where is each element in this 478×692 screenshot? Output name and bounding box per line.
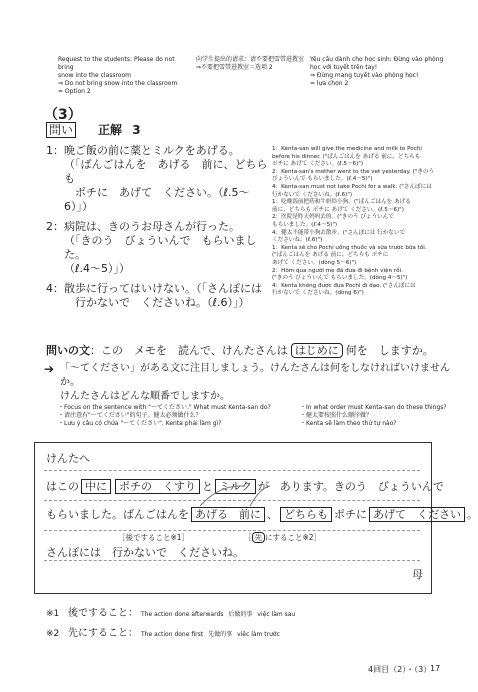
question-boxed-word: はじめに xyxy=(291,343,343,358)
hint-en: ・Focus on the sentence with "〜てください." What must Kenta-san do? xyxy=(58,404,271,411)
explanation-line: ポチに あげて ください。(ℓ.5〜6)") xyxy=(272,161,364,168)
header-chinese xyxy=(196,56,308,72)
explanation-line: 1：Kenta-san will give the medicine and milk to Pochi xyxy=(272,146,422,152)
explanation-line: 4：Kenta-san must not take Pochi for a walk. ("さんぽには xyxy=(272,183,432,190)
explanation-line: ("きのう びょういんで もらいました。(dòng 4〜5)") xyxy=(272,275,408,282)
hint-zh: ・请注意有"〜てください"的句子。健太必须做什么？ xyxy=(58,412,202,419)
explanation-line: 2：Hôm qua người mẹ đã đưa đi bệnh viện rồi. xyxy=(272,267,403,274)
hint-vi: ・Kenta sẽ làm theo thứ tự nào? xyxy=(300,420,397,427)
item-row xyxy=(46,282,268,310)
question-sentence-label: 問いの文 xyxy=(46,344,90,357)
footnote-mark: ※2 xyxy=(46,629,60,639)
memo-highlight-medicine: ポチの くすり xyxy=(115,479,200,494)
header-en-line: snow into the classroom xyxy=(58,72,131,79)
header-zh-line: ⇒不要把雪带进教室＝选项 2 xyxy=(196,64,273,71)
explanation-line: びょういんで もらいました。(ℓ.4〜5)") xyxy=(272,176,373,183)
memo-text: ポチに xyxy=(334,508,367,521)
item-text: 病院は、きのうお母さんが行った。 xyxy=(64,220,240,233)
header-vi-line: học với tuyết trên tay! xyxy=(310,64,378,71)
explanation-line: ("ばんごはんを あげる 前に、どちらも ポチに xyxy=(272,252,389,259)
answer-label-group xyxy=(98,122,141,138)
question-label-box xyxy=(46,122,76,138)
explanation-line: あげて ください。(dòng 5〜6)") xyxy=(272,259,357,266)
footnote-jp: 後ですること： xyxy=(68,608,138,619)
memo-highlight-in-box: 中に xyxy=(81,479,111,494)
question-post: 何を しますか。 xyxy=(345,344,434,357)
header-vi-line: Yêu cầu dành cho học sinh: Đừng vào phòng xyxy=(310,56,444,63)
memo-text: 。 xyxy=(467,508,478,521)
memo-text: と xyxy=(202,480,213,493)
footnote-vi: việc làm trước xyxy=(237,631,280,638)
item-row xyxy=(46,144,268,214)
memo-note-after: ［後ですること※1］ xyxy=(118,533,190,542)
section-number: （3） xyxy=(44,107,82,123)
explanation-line: 前に、どちらも ポチに あげて ください。(ℓ.5〜6)") xyxy=(272,206,404,213)
explanation-line: before his dinner. ("ばんごはんを あげる 前に、どちらも xyxy=(272,153,421,160)
hint-line: けんたさんはどんな順番でしますか。 xyxy=(60,391,230,402)
memo-note-first-box: 先 xyxy=(252,532,266,543)
question-label: 問い xyxy=(46,122,76,138)
footnote-jp: 先にすること： xyxy=(68,628,138,639)
item-text: （ℓ.4〜5）」） xyxy=(64,262,131,275)
memo-line-3: さんぽには 行かないで くださいね。 xyxy=(46,546,244,559)
connector-arc xyxy=(250,486,270,506)
memo-highlight-before-dinner: あげる 前に xyxy=(191,507,265,522)
hint-line: 「〜てください」がある文に注目しましょう。けんたさんは何をしなければいけませんか。 xyxy=(60,363,450,388)
explanation-line: もらいました。(ℓ.4〜5)") xyxy=(272,221,338,228)
item-number: 4： xyxy=(46,282,64,295)
explanation-line: 行かないで くださいね。(dòng 6)") xyxy=(272,290,364,297)
header-en-line: Request to the students: Please do not bring xyxy=(58,56,175,71)
memo-highlight-milk: ミルク xyxy=(215,479,256,494)
item-number: 2： xyxy=(46,220,64,233)
header-vi-line: ⇒ Đừng mang tuyết vào phòng học! xyxy=(310,72,419,79)
memo-text: 、 xyxy=(267,508,278,521)
memo-rule xyxy=(44,530,420,531)
memo-note-first-text: にすること※2］ xyxy=(265,533,322,542)
memo-addressee: けんたへ xyxy=(46,452,90,465)
memo-rule xyxy=(44,470,420,471)
answer-label: 正解 xyxy=(98,123,123,137)
footnote-vi: việc làm sau xyxy=(257,611,296,618)
item-text: （「ばんごはんを あげる 前に、どちらも xyxy=(64,158,268,185)
hint-translations-left xyxy=(58,404,298,428)
item-text: ポチに あげて ください。（ℓ.5〜6）」） xyxy=(64,186,250,213)
footer-lesson: 4回目（2）・（3） xyxy=(368,665,432,674)
hint-block xyxy=(60,362,460,404)
memo-text: が あります。きのう びょういんで xyxy=(257,480,444,493)
hint-en: ・In what order must Kenta-san do these things? xyxy=(300,404,447,411)
item-text: 行かないで くださいね。（ℓ.6）」） xyxy=(64,296,250,309)
header-en-line: = Option 2 xyxy=(58,88,91,95)
explanation-line: 1：吃晚饭前把药和牛奶给小狗。("ばんごはんを あげる xyxy=(272,199,411,206)
page-number: 17 xyxy=(430,664,441,673)
item-row xyxy=(46,220,268,276)
question-pre: ：この メモを 読んで、けんたさんは xyxy=(90,344,288,357)
explanation-line: 2：Kenta-san's mother went to the vet yesterday. ("きのう xyxy=(272,168,435,175)
explanation-line: くださいね。(ℓ.6)") xyxy=(272,237,323,244)
connector-arc xyxy=(200,486,245,506)
footnote-zh: 后做的事 xyxy=(228,611,253,618)
footnote-en: The action done afterwards xyxy=(141,611,224,618)
memo-highlight-both: どちらも xyxy=(280,507,332,522)
header-vi-line: = lựa chọn 2 xyxy=(310,80,349,87)
arrow-icon: ➔ xyxy=(44,362,55,376)
memo-rule xyxy=(44,560,420,561)
header-en-line: ⇒ Do not bring snow into the classroom xyxy=(58,80,178,87)
memo-note-first: ［ 先 にすること※2］ xyxy=(244,533,322,542)
connector-arrows xyxy=(190,476,290,516)
footnote-2 xyxy=(46,624,280,639)
footnote-1 xyxy=(46,604,295,619)
explanation-line: 行かないで くださいね。(ℓ.6)") xyxy=(272,191,353,198)
items-multilingual xyxy=(272,146,452,298)
memo-highlight-give: あげて ください xyxy=(369,507,465,522)
answer-value: 3 xyxy=(132,123,141,137)
header-zh-line: 向学生提出的请求：请不要把雪带进教室 xyxy=(196,56,305,63)
hint-vi: ・Lưu ý câu có chứa "〜てください". Kenta phải làm gì? xyxy=(58,420,222,427)
header-vietnamese xyxy=(310,56,450,88)
footnote-zh: 先做的事 xyxy=(208,631,233,638)
explanation-line: 4：健太不能带小狗去散步。("さんぽには 行かないで xyxy=(272,229,406,236)
hint-zh: ・健太要按照什么顺序做？ xyxy=(300,412,373,419)
footnote-mark: ※1 xyxy=(46,609,60,619)
header-english xyxy=(58,56,188,96)
item-number: 1： xyxy=(46,144,64,157)
items-japanese xyxy=(46,144,268,310)
memo-text: もらいました。ばんごはんを xyxy=(46,508,189,521)
question-sentence xyxy=(46,344,456,358)
explanation-line: 2：医院是昨天妈妈去的。("きのう びょういんで xyxy=(272,214,394,221)
explanation-line: 4：Kenta không được đưa Pochi đi dạo. ("さんぽには xyxy=(272,282,416,289)
item-text: 散歩に行ってはいけない。（「さんぽには xyxy=(64,282,262,295)
memo-text: はこの xyxy=(46,480,79,493)
explanation-line: 1：Kenta sẽ cho Pochi uống thuốc và sữa trước bữa tối. xyxy=(272,244,427,251)
footnote-en: The action done first xyxy=(141,631,204,638)
hint-translations-right xyxy=(300,404,460,428)
item-text: 晩ご飯の前に薬とミルクをあげる。 xyxy=(64,144,240,157)
memo-signature: 母 xyxy=(412,568,423,581)
item-text: （「きのう びょういんで もらいました。 xyxy=(64,234,257,261)
